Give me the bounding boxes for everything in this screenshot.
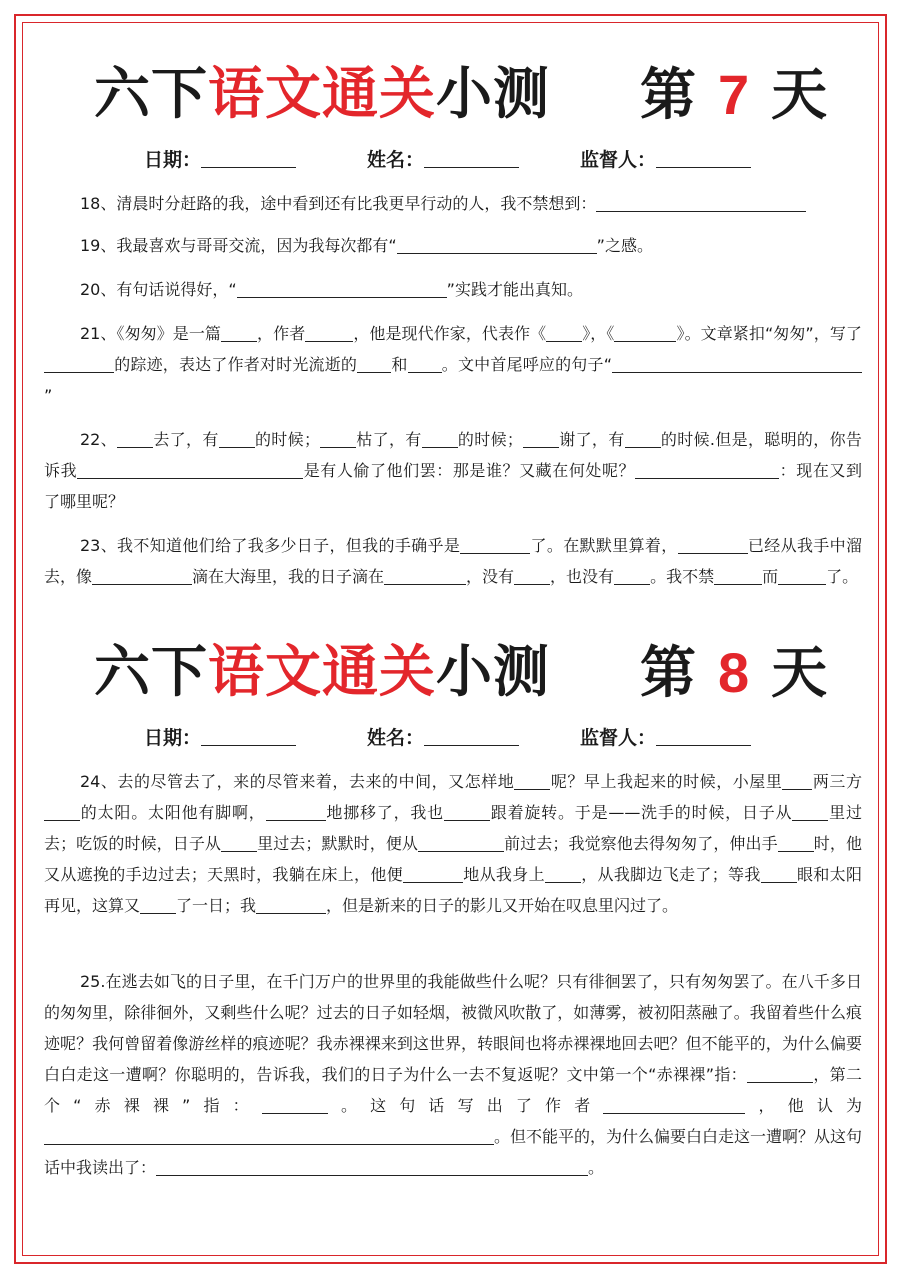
answer-blank[interactable]: [709, 460, 779, 479]
question-text: ：现在又到了哪里呢？: [44, 461, 862, 511]
supervisor-field[interactable]: [580, 723, 751, 750]
question-text: 呢？早上我起来的时候，小屋里: [550, 772, 783, 791]
answer-blank[interactable]: [625, 429, 661, 448]
name-label: 姓名：: [367, 149, 425, 171]
question-text: 》，《: [582, 324, 615, 343]
question-text: 两三方: [812, 772, 862, 791]
question-text: 跟着旋转。于是——洗手的时候，日子从: [489, 803, 793, 822]
answer-blank[interactable]: [778, 566, 826, 585]
question-text: 已经从我手中溜去，像: [44, 536, 862, 586]
answer-blank[interactable]: [305, 323, 353, 342]
answer-blank[interactable]: [384, 566, 466, 585]
answer-blank[interactable]: [614, 566, 650, 585]
question-text: ，也没有: [550, 567, 615, 586]
date-label: 日期：: [144, 727, 202, 749]
supervisor-label: 监督人：: [580, 149, 657, 171]
name-field[interactable]: [367, 145, 519, 172]
answer-blank[interactable]: [614, 323, 676, 342]
question-text: 时，他又从遮挽的手边过去；天黑时，我躺在床上，他便: [44, 834, 862, 884]
answer-blank[interactable]: [44, 1126, 494, 1145]
title-part: 六下: [94, 640, 208, 705]
answer-blank[interactable]: [678, 535, 748, 554]
question-text: 前过去；我觉察他去得匆匆了，伸出手: [504, 834, 778, 853]
question-text: 了。: [826, 567, 859, 586]
title-part: 小测: [436, 640, 550, 705]
day7-day-label: [640, 50, 827, 141]
question-text: 是有人偷了他们罢：那是谁？又藏在何处呢？: [303, 461, 636, 480]
answer-blank[interactable]: [221, 323, 257, 342]
question-21: [44, 318, 862, 411]
question-text: 的时候；: [457, 430, 523, 449]
answer-blank[interactable]: [444, 802, 490, 821]
answer-blank[interactable]: [92, 566, 192, 585]
question-text: 21、《匆匆》是一篇: [80, 324, 221, 343]
question-text: ，第二个“赤裸裸”指：: [44, 1065, 862, 1115]
day8-day-label: [640, 628, 827, 719]
answer-blank[interactable]: [536, 1157, 588, 1176]
question-text: 22、: [80, 430, 118, 449]
answer-blank[interactable]: [117, 429, 153, 448]
question-text: 而: [762, 567, 779, 586]
question-text: 23、我不知道他们给了我多少日子，但我的手确乎是: [80, 536, 461, 555]
answer-blank[interactable]: [357, 354, 391, 373]
date-blank[interactable]: [201, 727, 296, 746]
day8-title-main: [94, 628, 550, 718]
date-field[interactable]: [144, 145, 296, 172]
answer-blank[interactable]: [262, 1095, 328, 1114]
question-text: 的太阳。太阳他有脚啊，: [80, 803, 266, 822]
answer-blank[interactable]: [221, 833, 257, 852]
name-blank[interactable]: [424, 149, 519, 168]
question-text: 25.在逃去如飞的日子里，在千门万户的世界里的我能做些什么呢？只有徘徊罢了，只有匆匆罢了。在八千多日的匆匆里，除徘徊外，又剩些什么呢？过去的日子如轻烟，被微风吹散了，如薄雾，被初阳蒸融了。我留着些什么痕迹呢？我何曾留着像游丝样的痕迹呢？我赤裸裸来到这世界，转眼间也将赤裸裸地回去吧？但不能平的，为什么偏要白白走这一遭啊？你聪明的，告诉我，我们的日子为什么一去不复返呢？文中第一个“赤裸裸”指：: [44, 972, 862, 1084]
question-text: ”之感。: [596, 236, 653, 255]
answer-blank[interactable]: [761, 864, 797, 883]
supervisor-field[interactable]: [580, 145, 751, 172]
question-text: 地从我身上: [462, 865, 545, 884]
answer-blank[interactable]: [514, 566, 550, 585]
question-text: ，从我脚边飞走了；等我: [580, 865, 761, 884]
answer-blank[interactable]: [140, 895, 176, 914]
question-text: ，但是新来的日子的影儿又开始在叹息里闪过了。: [326, 896, 679, 915]
supervisor-label: 监督人：: [580, 727, 657, 749]
answer-blank[interactable]: [397, 235, 597, 254]
question-text: 的踪迹，表达了作者对时光流逝的: [114, 355, 358, 374]
answer-blank[interactable]: [612, 354, 682, 373]
date-field[interactable]: [144, 723, 296, 750]
answer-blank[interactable]: [603, 1095, 633, 1114]
answer-blank[interactable]: [633, 1095, 745, 1114]
day-prefix: 第: [640, 63, 696, 128]
question-text: 地挪移了，我也: [325, 803, 444, 822]
question-text: 滴在大海里，我的日子滴在: [192, 567, 385, 586]
question-text: 和: [391, 355, 408, 374]
question-text: 。这句话写出了作者: [327, 1096, 604, 1115]
question-text: ，他认为: [745, 1096, 862, 1115]
answer-blank[interactable]: [747, 1064, 813, 1083]
question-text: 20、有句话说得好，“: [80, 280, 237, 299]
question-text: 里过去；吃饭的时候，日子从: [44, 803, 862, 853]
question-text: 里过去；默默时，便从: [257, 834, 419, 853]
day8-title: [44, 628, 862, 718]
answer-blank[interactable]: [156, 1157, 536, 1176]
answer-blank[interactable]: [77, 460, 303, 479]
question-text: 。文中首尾呼应的句子“: [441, 355, 612, 374]
day7-title-main: [94, 50, 550, 140]
answer-blank[interactable]: [256, 895, 326, 914]
answer-blank[interactable]: [778, 833, 814, 852]
question-text: ，作者: [256, 324, 306, 343]
answer-blank[interactable]: [237, 279, 447, 298]
day8-info-row: [44, 723, 862, 753]
question-text: 。但不能平的，为什么偏要白白走这一遭啊？从这句话中我读出了：: [44, 1127, 863, 1177]
question-text: 谢了，有: [558, 430, 625, 449]
answer-blank[interactable]: [682, 354, 862, 373]
answer-blank[interactable]: [422, 429, 458, 448]
answer-blank[interactable]: [408, 354, 442, 373]
answer-blank[interactable]: [596, 193, 806, 212]
day-number: 7: [718, 63, 750, 126]
answer-blank[interactable]: [514, 771, 550, 790]
question-text: 18、清晨时分赶路的我，途中看到还有比我更早行动的人，我不禁想到：: [80, 194, 597, 213]
answer-blank[interactable]: [403, 864, 463, 883]
answer-blank[interactable]: [635, 460, 709, 479]
answer-blank[interactable]: [320, 429, 356, 448]
title-highlight: 语文通关: [208, 640, 436, 705]
question-text: ，他是现代作家，代表作《: [353, 324, 547, 343]
question-text: ，没有: [466, 567, 515, 586]
question-text: 19、我最喜欢与哥哥交流，因为我每次都有“: [80, 236, 397, 255]
question-text: 去了，有: [153, 430, 219, 449]
question-text: 。我不禁: [650, 567, 715, 586]
answer-blank[interactable]: [219, 429, 255, 448]
question-19: [44, 230, 862, 261]
question-18: [44, 188, 862, 219]
day-suffix: 天: [771, 63, 828, 128]
date-blank[interactable]: [201, 149, 296, 168]
question-text: 枯了，有: [355, 430, 422, 449]
supervisor-blank[interactable]: [656, 727, 751, 746]
answer-blank[interactable]: [782, 771, 812, 790]
question-25: [44, 966, 862, 1183]
day-number: 8: [718, 641, 750, 704]
question-text: 。: [588, 1158, 605, 1177]
answer-blank[interactable]: [714, 566, 762, 585]
day-suffix: 天: [771, 641, 828, 706]
question-text: 眼和太阳再见，这算又: [44, 865, 862, 915]
answer-blank[interactable]: [545, 864, 581, 883]
question-20: [44, 274, 862, 305]
answer-blank[interactable]: [523, 429, 559, 448]
date-label: 日期：: [144, 149, 202, 171]
question-text: 的时候；: [254, 430, 320, 449]
question-22: [44, 424, 862, 517]
question-text: 24、去的尽管去了，来的尽管来着，去来的中间，又怎样地: [80, 772, 515, 791]
answer-blank[interactable]: [792, 802, 828, 821]
question-text: 了一日；我: [176, 896, 257, 915]
title-part: 六下: [94, 62, 208, 127]
day-prefix: 第: [640, 641, 696, 706]
answer-blank[interactable]: [44, 802, 80, 821]
name-field[interactable]: [367, 723, 519, 750]
question-text: ”实践才能出真知。: [446, 280, 583, 299]
supervisor-blank[interactable]: [656, 149, 751, 168]
question-23: [44, 530, 862, 592]
answer-blank[interactable]: [418, 833, 504, 852]
question-text: ”: [44, 386, 53, 405]
answer-blank[interactable]: [266, 802, 326, 821]
title-highlight: 语文通关: [208, 62, 436, 127]
name-blank[interactable]: [424, 727, 519, 746]
question-text: 》。文章紧扣“匆匆”，写了: [676, 324, 862, 343]
question-text: 的时候.但是，聪明的，你告诉我: [44, 430, 862, 480]
day7-info-row: [44, 145, 862, 175]
title-part: 小测: [436, 62, 550, 127]
answer-blank[interactable]: [460, 535, 530, 554]
question-24: [44, 766, 862, 921]
day7-title: [44, 50, 862, 140]
answer-blank[interactable]: [546, 323, 582, 342]
name-label: 姓名：: [367, 727, 425, 749]
answer-blank[interactable]: [44, 354, 114, 373]
question-text: 了。在默默里算着，: [530, 536, 678, 555]
